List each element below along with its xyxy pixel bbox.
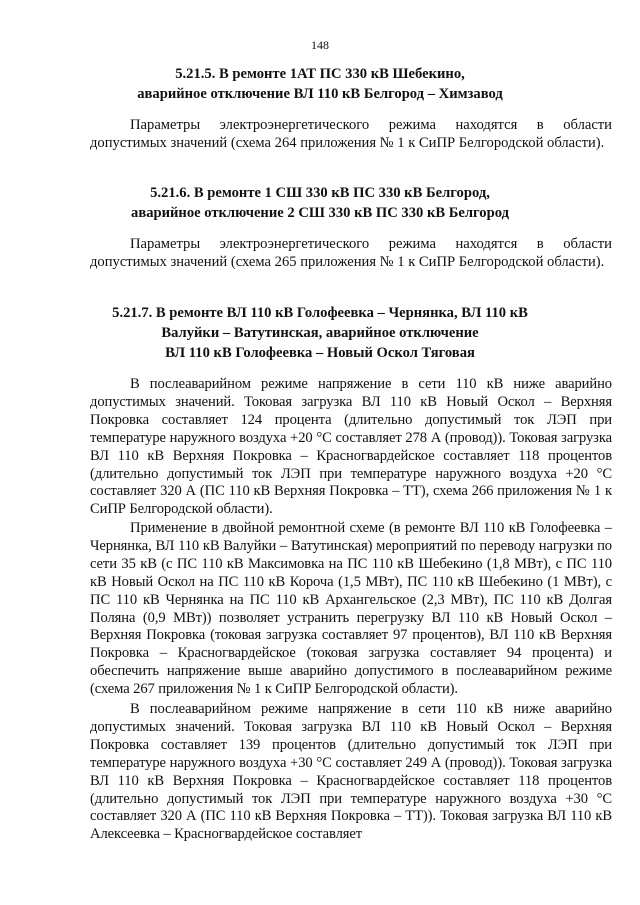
paragraph-text: В послеаварийном режиме напряжение в сети 110 кВ ниже аварийно допустимых значений. Токовая загрузка ВЛ 110 кВ Новый Оскол – Верхняя Покровка составляет 124 процента (длительно допустимый ток ЛЭП при температуре наружного воздуха +20 °С составляет 278 А (провод)). Токовая загрузка ВЛ 110 кВ Верхняя Покровка – Красногвардейское составляет 118 процентов (длительно допустимый ток ЛЭП при температуре наружного воздуха +20 °С составляет 320 А (ПС 110 кВ Верхняя Покровка – ТТ), схема 266 приложения № 1 к СиПР Белгородской области). [90,376,612,518]
section-heading-5-21-5 [0,64,640,104]
section-heading-5-21-7 [0,303,640,363]
paragraph [90,117,612,153]
paragraph [90,236,612,272]
heading-line: аварийное отключение ВЛ 110 кВ Белгород – Химзавод [137,86,503,102]
paragraph [90,376,612,519]
heading-line: Валуйки – Ватутинская, аварийное отключение [161,325,479,341]
heading-line: аварийное отключение 2 СШ 330 кВ ПС 330 кВ Белгород [131,205,509,221]
section-heading-5-21-6 [0,183,640,223]
heading-line: 5.21.5. В ремонте 1АТ ПС 330 кВ Шебекино, [175,66,465,82]
page-number: 148 [311,38,329,52]
paragraph [90,520,612,699]
heading-line: 5.21.6. В ремонте 1 СШ 330 кВ ПС 330 кВ Белгород, [150,185,490,201]
paragraph-text: В послеаварийном режиме напряжение в сети 110 кВ ниже аварийно допустимых значений. Токовая загрузка ВЛ 110 кВ Новый Оскол – Верхняя Покровка составляет 139 процентов (длительно допустимый ток ЛЭП при температуре наружного воздуха +30 °С составляет 249 А (провод)). Токовая загрузка ВЛ 110 кВ Верхняя Покровка – Красногвардейское составляет 118 процентов (длительно допустимый ток ЛЭП при температуре наружного воздуха +30 °С составляет 320 А (ПС 110 кВ Верхняя Покровка – ТТ)). Токовая загрузка ВЛ 110 кВ Алексеевка – Красногвардейское составляет [90,701,612,843]
paragraph [90,701,612,844]
paragraph-text: Применение в двойной ремонтной схеме (в ремонте ВЛ 110 кВ Голофеевка – Чернянка, ВЛ 110 кВ Валуйки – Ватутинская) мероприятий по переводу нагрузки по сети 35 кВ (с ПС 110 кВ Максимовка на ПС 110 кВ Шебекино (1,8 МВт), с ПС 110 кВ Новый Оскол на ПС 110 кВ Короча (1,5 МВт), ПС 110 кВ Шебекино (1 МВт), с ПС 110 кВ Чернянка на ПС 110 кВ Архангельское (2,3 МВт), ПС 110 кВ Долгая Поляна (0,9 МВт)) позволяет устранить перегрузку ВЛ 110 кВ Новый Оскол – Верхняя Покровка (токовая загрузка составляет 97 процентов), ВЛ 110 кВ Верхняя Покровка – Красногвардейское (токовая загрузка составляет 94 процента) и обеспечить напряжение выше аварийно допустимого в послеаварийном режиме (схема 267 приложения № 1 к СиПР Белгородской области). [90,520,612,698]
heading-line: ВЛ 110 кВ Голофеевка – Новый Оскол Тяговая [165,345,475,361]
heading-line: 5.21.7. В ремонте ВЛ 110 кВ Голофеевка – Чернянка, ВЛ 110 кВ [112,305,528,321]
paragraph-text: Параметры электроэнергетического режима находятся в области допустимых значений (схема 265 приложения № 1 к СиПР Белгородской области). [90,236,612,270]
paragraph-text: Параметры электроэнергетического режима находятся в области допустимых значений (схема 264 приложения № 1 к СиПР Белгородской области). [90,117,612,151]
